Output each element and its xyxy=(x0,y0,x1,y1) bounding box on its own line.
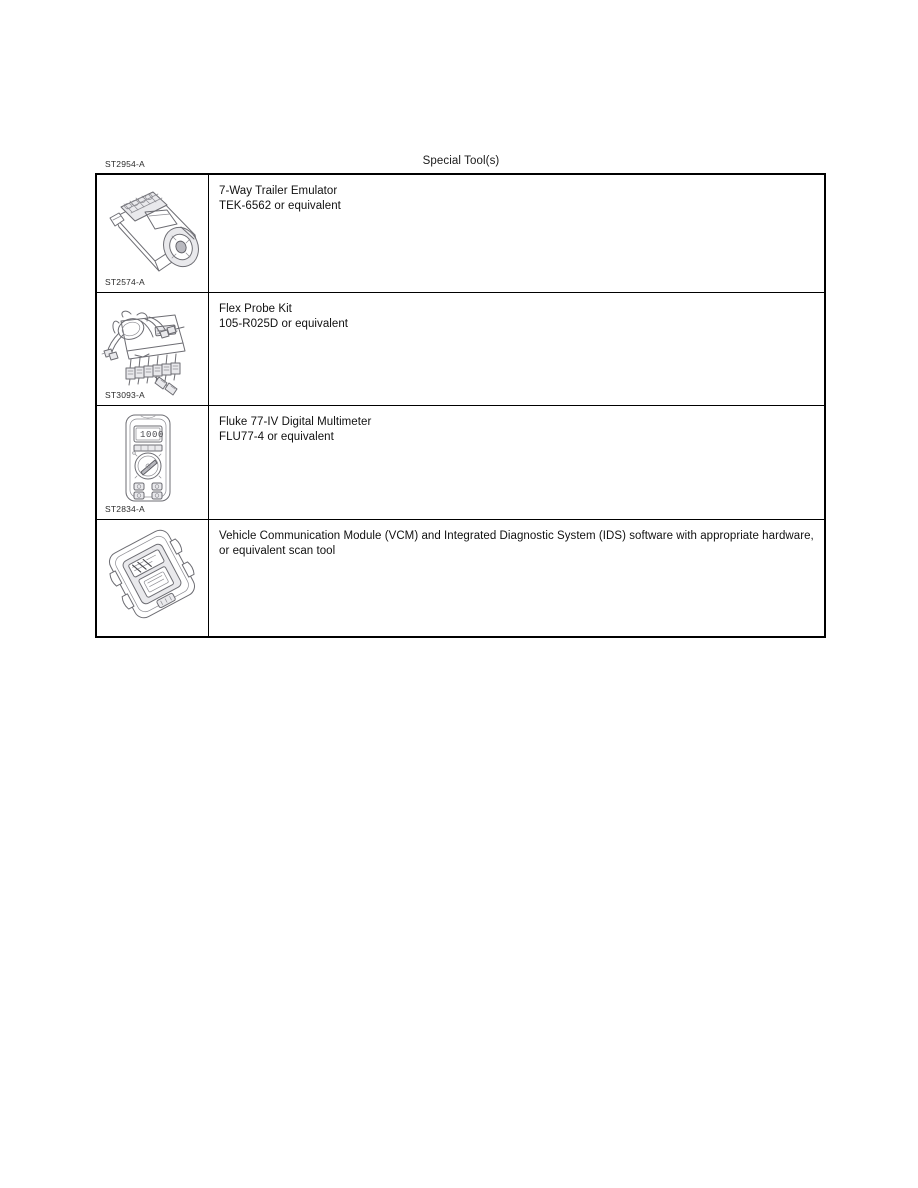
table-row xyxy=(96,519,825,637)
flex-probe-kit-icon xyxy=(97,297,208,397)
table-row xyxy=(96,292,825,405)
tool-name: 7-Way Trailer Emulator xyxy=(219,185,338,197)
tool-illustration-cell xyxy=(96,276,209,405)
vehicle-communication-module-icon xyxy=(97,524,208,624)
tool-illustration-code: ST2954-A xyxy=(105,159,145,169)
tool-illustration-code: ST2834-A xyxy=(105,503,145,514)
tool-illustration-code: ST3093-A xyxy=(105,389,145,400)
trailer-emulator-icon xyxy=(97,179,208,279)
table-row xyxy=(96,405,825,519)
table-caption: Special Tool(s) xyxy=(422,155,500,167)
digital-multimeter-icon xyxy=(97,410,208,510)
tool-illustration-code: ST2574-A xyxy=(105,276,145,287)
tool-part-number: 105-R025D or equivalent xyxy=(219,317,349,330)
tool-name: Fluke 77-IV Digital Multimeter xyxy=(219,415,372,428)
tool-description-cell xyxy=(209,292,826,405)
tool-illustration-cell xyxy=(96,503,209,637)
tool-part-number: TEK-6562 or equivalent xyxy=(219,200,341,212)
tool-part-number: FLU77-4 or equivalent xyxy=(219,430,334,443)
table-row xyxy=(96,174,825,292)
tool-illustration-cell xyxy=(96,389,209,519)
tool-name: Vehicle Communication Module (VCM) and Integrated Diagnostic System (IDS) software with appropriate hardware, or equivalent scan tool xyxy=(219,529,814,557)
tool-description-cell xyxy=(209,174,826,292)
multimeter-display-reading: 1000 xyxy=(140,429,165,440)
tool-description-cell xyxy=(209,405,826,519)
tool-description-cell xyxy=(209,519,826,637)
tool-illustration-cell xyxy=(96,159,209,292)
tool-name: Flex Probe Kit xyxy=(219,302,292,315)
